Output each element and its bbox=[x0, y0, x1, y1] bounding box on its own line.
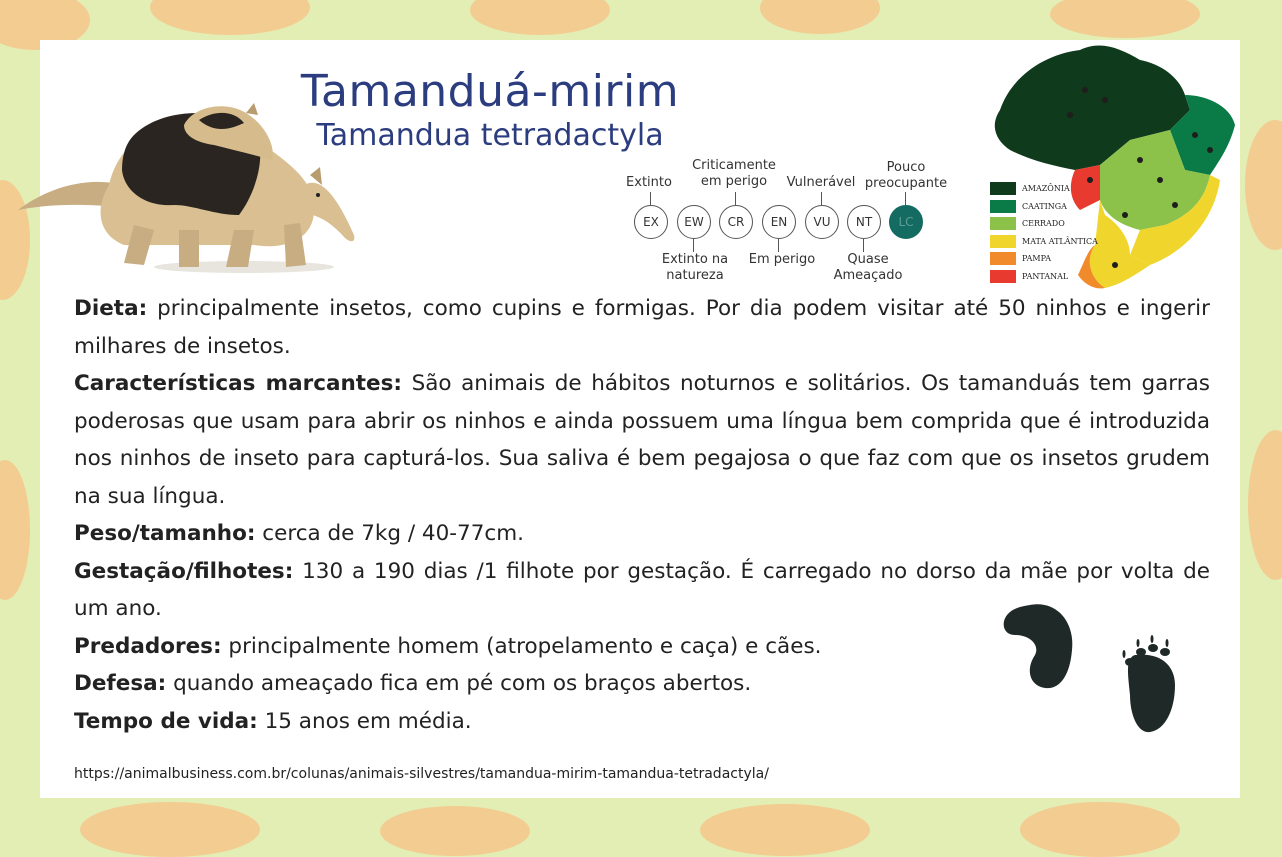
status-circle-ew: EW bbox=[677, 205, 711, 239]
background-pattern bbox=[1248, 430, 1282, 580]
scientific-name: Tamandua tetradactyla bbox=[316, 118, 664, 153]
background-pattern bbox=[1245, 120, 1282, 250]
status-tick bbox=[821, 192, 822, 205]
status-label-critically-endangered: Criticamente em perigo bbox=[692, 158, 776, 189]
fact-gestation: Gestação/filhotes: 130 a 190 dias /1 filhote por gestação. É carregado no dorso da mãe por volta de um ano. bbox=[74, 558, 1210, 621]
legend-item: CERRADO bbox=[990, 215, 1098, 232]
background-pattern bbox=[80, 802, 260, 857]
background-pattern bbox=[1050, 0, 1200, 38]
status-label-extinct: Extinto bbox=[626, 175, 672, 190]
background-pattern bbox=[700, 804, 870, 856]
background-pattern bbox=[470, 0, 610, 35]
source-url: https://animalbusiness.com.br/colunas/animais-silvestres/tamandua-mirim-tamandua-tetradactyla/ bbox=[74, 766, 769, 782]
status-circle-nt: NT bbox=[847, 205, 881, 239]
background-pattern bbox=[0, 460, 30, 600]
status-tick bbox=[905, 192, 906, 205]
legend-item: PANTANAL bbox=[990, 268, 1098, 285]
status-tick bbox=[693, 239, 694, 252]
status-circle-ex: EX bbox=[634, 205, 668, 239]
status-label-vulnerable: Vulnerável bbox=[786, 175, 856, 190]
status-label-endangered: Em perigo bbox=[748, 252, 816, 267]
background-pattern bbox=[380, 806, 530, 856]
status-label-least-concern: Pouco preocupante bbox=[864, 160, 948, 191]
fact-characteristics: Características marcantes: São animais de hábitos noturnos e solitários. Os tamanduás tem garras poderosas que usam para abrir os ninhos e ainda possuem uma língua bem comprida que é introduzida nos ninhos de inseto para capturá-los. Sua saliva é bem pegajosa o que faz com que os insetos grudem na sua língua. bbox=[74, 371, 1210, 509]
legend-item: PAMPA bbox=[990, 250, 1098, 267]
status-tick bbox=[863, 239, 864, 252]
legend-item: AMAZÔNIA bbox=[990, 180, 1098, 197]
status-circle-cr: CR bbox=[719, 205, 753, 239]
status-tick bbox=[650, 192, 651, 205]
fact-lifespan: Tempo de vida: 15 anos em média. bbox=[74, 708, 472, 734]
fact-weight-size: Peso/tamanho: cerca de 7kg / 40-77cm. bbox=[74, 521, 525, 546]
fact-defense: Defesa: quando ameaçado fica em pé com os braços abertos. bbox=[74, 671, 752, 696]
fact-diet: Dieta: principalmente insetos, como cupins e formigas. Por dia podem visitar até 50 ninhos e ingerir milhares de insetos. bbox=[74, 296, 1210, 359]
status-circle-lc: LC bbox=[889, 205, 923, 239]
map-legend bbox=[990, 180, 1098, 285]
footprint-icon bbox=[1000, 600, 1185, 740]
legend-item: CAATINGA bbox=[990, 198, 1098, 215]
status-circle-vu: VU bbox=[805, 205, 839, 239]
fact-predators: Predadores: principalmente homem (atropelamento e caça) e cães. bbox=[74, 633, 822, 659]
status-tick bbox=[735, 192, 736, 205]
status-circle-en: EN bbox=[762, 205, 796, 239]
background-pattern bbox=[150, 0, 310, 35]
status-label-extinct-in-wild: Extinto na natureza bbox=[661, 252, 729, 283]
legend-item: MATA ATLÂNTICA bbox=[990, 233, 1098, 250]
status-label-near-threatened: Quase Ameaçado bbox=[833, 252, 903, 283]
background-pattern bbox=[1020, 802, 1180, 857]
status-tick bbox=[778, 239, 779, 252]
page-title: Tamanduá-mirim bbox=[300, 66, 680, 117]
background-pattern bbox=[760, 0, 880, 34]
